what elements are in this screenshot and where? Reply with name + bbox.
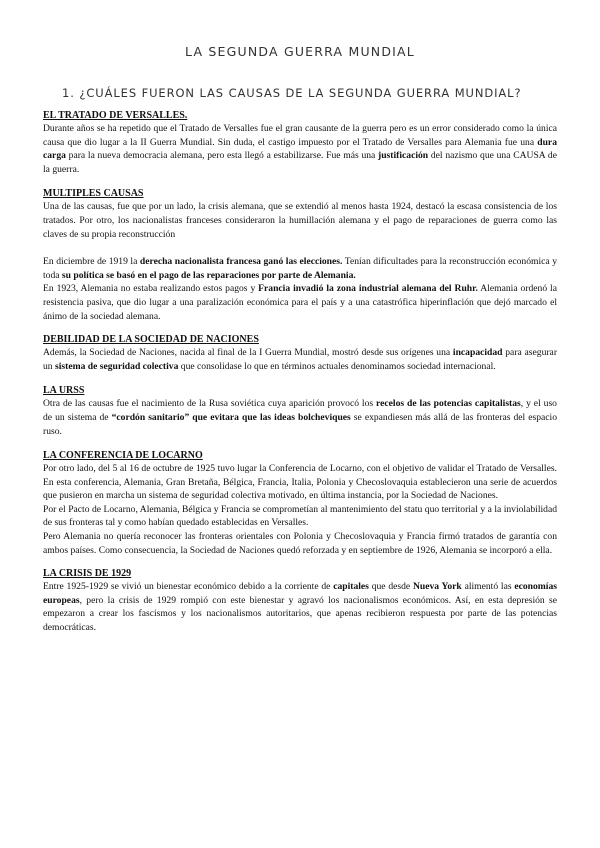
question-heading: 1. ¿CUÁLES FUERON LAS CAUSAS DE LA SEGUNDA GUERRA MUNDIAL?: [62, 86, 522, 100]
text-run: se expandiesen más allá de las fronteras del espacio ruso.: [43, 411, 558, 437]
text-run: para asegurar un: [43, 347, 558, 372]
text-run: En diciembre de 1919 la: [43, 256, 140, 268]
text-run: Una de las causas, fue que por un lado, la crisis alemana, que se extendió al menos hasta 1924, destacó la escasa consistencia de los tratados. Por otro, los nacionalistas franceses consideraron la humillación alemana y el pago de reparaciones de guerra como las claves de su propia reconstrucción: [43, 201, 557, 240]
bold-text: justificación: [378, 150, 429, 162]
section-sociedad-naciones: [43, 333, 557, 373]
section-multiples-causas: [43, 187, 557, 323]
bold-text: sistema de seguridad colectiva: [55, 360, 179, 372]
text-run: que desde: [368, 581, 413, 593]
bold-text: economías europeas: [43, 581, 557, 606]
bold-text: derecha nacionalista francesa ganó las elecciones.: [139, 256, 343, 268]
paragraph: [43, 346, 557, 373]
paragraph: [43, 462, 557, 503]
bold-text: incapacidad: [452, 347, 503, 359]
section-heading: LA CRISIS DE 1929: [43, 568, 132, 580]
section-heading: EL TRATADO DE VERSALLES.: [43, 110, 188, 121]
paragraph: [43, 580, 557, 634]
bold-text: Nueva York: [412, 581, 462, 593]
text-run: Por el Pacto de Locarno, Alemania, Bélgica y Francia se comprometían al mantenimiento del statu quo territorial y a la inviolabilidad de sus fronteras tal y como habían quedado establecidas en Versalles.: [43, 503, 557, 529]
text-run: , pero la crisis de 1929 rompió con este bienestar y agravó los nacionalismos económicos. Así, en esta depresión se empezaron a crear los fascismos y los nacionalismos autoritarios, que apenas recibieron respuesta por parte de las potencias democráticas.: [43, 594, 557, 634]
bold-text: dura carga: [43, 136, 557, 162]
section-tratado-versalles: [43, 109, 557, 176]
text-run: , y el uso de un sistema de: [43, 398, 557, 423]
section-heading: MULTIPLES CAUSAS: [43, 188, 144, 200]
bold-text: recelos de las potencias capitalistas: [376, 398, 521, 410]
section-heading: LA URSS: [43, 385, 85, 397]
bold-text: “cordón sanitario” que evitara que las ideas bolcheviques: [111, 411, 351, 423]
text-run: Otra de las causas fue el nacimiento de la Rusa soviética cuya aparición provocó los: [43, 398, 377, 410]
page-title: LA SEGUNDA GUERRA MUNDIAL: [185, 44, 415, 59]
paragraph: [43, 282, 557, 323]
text-run: Durante años se ha repetido que el Tratado de Versalles fue el gran causante de la guerra pero es un error considerado como la única causa que dio lugar a la II Guerra Mundial. Sin duda, el castigo impuesto por el Tratado de Versalles para Alemania fue una: [43, 123, 557, 148]
text-run: Pero Alemania no quería reconocer las fronteras orientales con Polonia y Checoslovaquia y Francia firmó tratados de garantía con ambos países. Como consecuencia, la Sociedad de Naciones quedó reforzada y en septiembre de 1926, Alemania se incorporó a ella.: [43, 531, 557, 556]
bold-text: su política se basó en el pago de las reparaciones por parte de Alemania.: [61, 269, 356, 281]
section-heading: DEBILIDAD DE LA SOCIEDAD DE NACIONES: [43, 334, 259, 346]
text-run: Alemania ordenó la resistencia pasiva, que dio lugar a una paralización económica para el país y a una catastrófica hiperinflación que dejó marcado el ánimo de la sociedad alemana.: [43, 283, 557, 322]
section-crisis-1929: [43, 567, 557, 634]
text-run: para la nueva democracia alemana, pero esta llegó a estabilizarse. Fue más una: [65, 150, 379, 162]
text-run: Tenían dificultades para la reconstrucción económica y toda: [43, 256, 557, 281]
section-heading: LA CONFERENCIA DE LOCARNO: [43, 450, 203, 462]
bold-text: Francia invadió la zona industrial alemana del Ruhr.: [258, 283, 478, 295]
bold-text: capitales: [333, 581, 369, 593]
text-run: Entre 1925-1929 se vivió un bienestar económico debido a la corriente de: [43, 581, 334, 593]
paragraph: [43, 122, 557, 176]
text-run: En 1923, Alemania no estaba realizando estos pagos y: [43, 283, 259, 295]
text-run: que consolidase lo que en términos actuales denominamos sociedad internacional.: [178, 360, 496, 372]
text-run: del nazismo que una CAUSA de la guerra.: [43, 150, 557, 175]
paragraph: [43, 200, 557, 241]
paragraph: [43, 530, 557, 557]
section-locarno: [43, 449, 557, 557]
text-run: alimentó las: [461, 581, 515, 593]
text-run: Por otro lado, del 5 al 16 de octubre de 1925 tuvo lugar la Conferencia de Locarno, con el objetivo de validar el Tratado de Versalles. En esta conferencia, Alemania, Gran Bretaña, Bélgica, Francia, Italia, Polonia y Checoslovaquia establecieron una serie de acuerdos que pusieron en marcha un sistema de seguridad colectiva motivado, en última instancia, por la Sociedad de Naciones.: [43, 463, 557, 502]
text-run: Además, la Sociedad de Naciones, nacida al final de la I Guerra Mundial, mostró desde sus orígenes una: [43, 347, 453, 359]
section-urss: [43, 384, 557, 438]
paragraph: [43, 397, 557, 438]
paragraph: [43, 255, 557, 282]
document-body: [43, 109, 557, 635]
paragraph: [43, 503, 557, 530]
